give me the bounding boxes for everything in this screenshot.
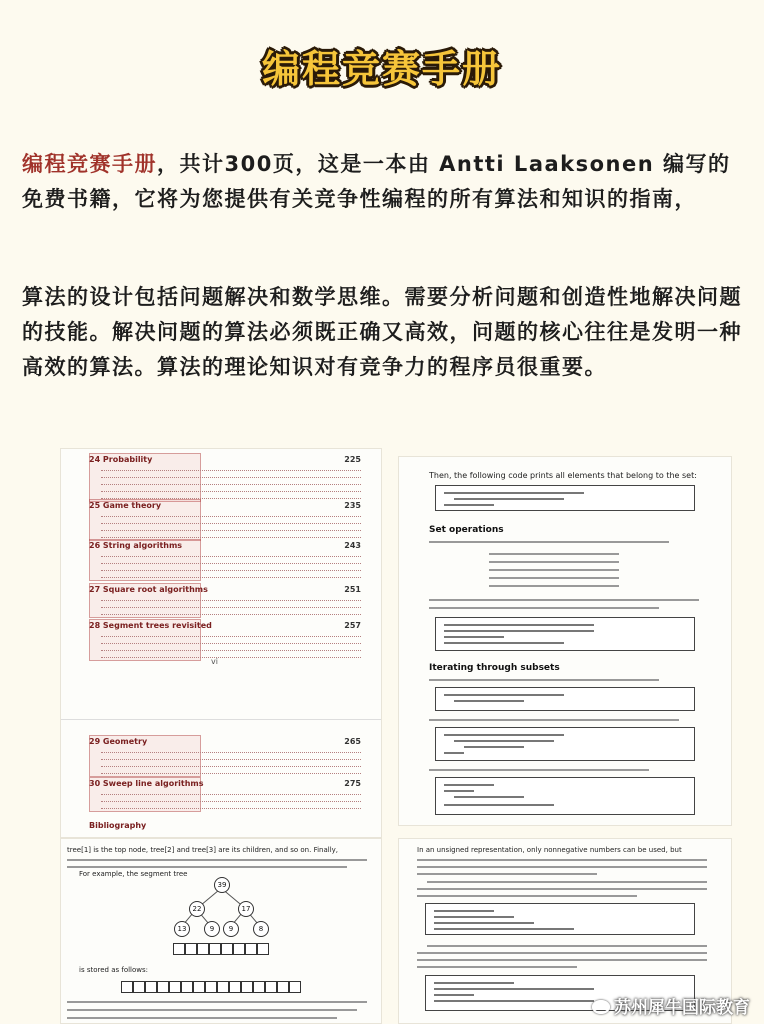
code-block	[435, 687, 695, 711]
code-block	[435, 617, 695, 651]
toc-subsection-line	[101, 803, 361, 809]
array-cell	[185, 943, 197, 955]
algorithm-paragraph: 算法的设计包括问题解决和数学思维。需要分析问题和创造性地解决问题的技能。解决问题的算法必须既正确又高效，问题的核心往往是发明一种高效的算法。算法的理论知识对有竞争力的程序员很重要。	[22, 285, 742, 379]
array-cell	[193, 981, 205, 993]
code-block	[435, 485, 695, 511]
array-cell	[217, 981, 229, 993]
array-cell	[121, 981, 133, 993]
code-block	[425, 903, 695, 935]
toc-subsection-line	[101, 631, 361, 637]
array-cell	[253, 981, 265, 993]
toc-subsection-line	[101, 652, 361, 658]
tree-node: 9	[204, 921, 220, 937]
page-title: 编程竞赛手册	[261, 47, 502, 91]
array-cell	[173, 943, 185, 955]
toc-subsection-line	[101, 595, 361, 601]
toc-subsection-line	[101, 754, 361, 760]
toc-subsection-line	[101, 638, 361, 644]
code-block	[435, 727, 695, 761]
toc-section-page: 257	[344, 621, 361, 630]
toc-section-page: 265	[344, 737, 361, 746]
book-page-segment-tree	[60, 838, 382, 1024]
heading-iterating-subsets: Iterating through subsets	[429, 663, 560, 673]
toc-section-title: 25 Game theory	[89, 501, 162, 510]
tree-node: 9	[223, 921, 239, 937]
toc-section-title: 24 Probability	[89, 455, 153, 464]
toc-section-title: 27 Square root algorithms	[89, 585, 208, 594]
array-cell	[257, 943, 269, 955]
tree-example-text: For example, the segment tree	[79, 870, 188, 878]
toc-subsection-line	[101, 747, 361, 753]
array-cell	[289, 981, 301, 993]
array-cell	[145, 981, 157, 993]
sets-intro-text: Then, the following code prints all elements that belong to the set:	[429, 471, 697, 480]
toc-subsection-line	[101, 486, 361, 492]
toc-section-title: 30 Sweep line algorithms	[89, 779, 204, 788]
array-cell	[221, 943, 233, 955]
watermark	[592, 993, 750, 1018]
toc-subsection-line	[101, 602, 361, 608]
toc-subsection-line	[101, 645, 361, 651]
array-cell	[241, 981, 253, 993]
toc-section-page: 251	[344, 585, 361, 594]
tree-node: 22	[189, 901, 205, 917]
tree-node: 17	[238, 901, 254, 917]
toc-subsection-line	[101, 572, 361, 578]
toc-subsection-line	[101, 479, 361, 485]
toc-section-page: 235	[344, 501, 361, 510]
code-block	[435, 777, 695, 815]
toc-section-title: 28 Segment trees revisited	[89, 621, 212, 630]
toc-subsection-line	[101, 761, 361, 767]
array-cell	[229, 981, 241, 993]
intro-text: ，共计300页，这是一本由 Antti Laaksonen 编写的免费书籍，它将为您提供有关竞争性编程的所有算法和知识的指南，	[22, 152, 731, 211]
book-page-sets	[398, 456, 732, 826]
toc-subsection-line	[101, 472, 361, 478]
heading-set-operations: Set operations	[429, 525, 504, 535]
page-number-roman: vi	[211, 657, 218, 666]
toc-subsection-line	[101, 789, 361, 795]
toc-subsection-line	[101, 565, 361, 571]
array-cell	[209, 943, 221, 955]
toc-subsection-line	[101, 558, 361, 564]
tree-text-line: tree[1] is the top node, tree[2] and tree[3] are its children, and so on. Finally,	[67, 846, 339, 854]
toc-subsection-line	[101, 532, 361, 538]
array-cell	[197, 943, 209, 955]
toc-section-page: 275	[344, 779, 361, 788]
array-cell	[245, 943, 257, 955]
array-cell	[181, 981, 193, 993]
toc-subsection-line	[101, 768, 361, 774]
chat-bubble-icon	[592, 1000, 610, 1014]
intro-paragraph	[22, 147, 746, 217]
toc-bibliography: Bibliography	[89, 821, 147, 830]
toc-subsection-line	[101, 511, 361, 517]
watermark-text: 苏州犀牛国际教育	[614, 998, 750, 1018]
toc-section-title: 26 String algorithms	[89, 541, 183, 550]
tree-node: 13	[174, 921, 190, 937]
array-cell	[265, 981, 277, 993]
toc-subsection-line	[101, 551, 361, 557]
toc-section-page: 243	[344, 541, 361, 550]
array-cell	[169, 981, 181, 993]
bits-text-line: In an unsigned representation, only nonnegative numbers can be used, but	[417, 846, 682, 854]
book-page-toc	[60, 448, 382, 838]
toc-subsection-line	[101, 518, 361, 524]
array-cell	[205, 981, 217, 993]
array-cell	[233, 943, 245, 955]
toc-subsection-line	[101, 465, 361, 471]
tree-node-root: 39	[214, 877, 230, 893]
array-cell	[133, 981, 145, 993]
toc-section-title: 29 Geometry	[89, 737, 148, 746]
toc-subsection-line	[101, 525, 361, 531]
tree-stored-text: is stored as follows:	[79, 966, 149, 974]
tree-node: 8	[253, 921, 269, 937]
toc-subsection-line	[101, 609, 361, 615]
toc-section-page: 225	[344, 455, 361, 464]
page-divider	[61, 719, 381, 720]
array-cell	[277, 981, 289, 993]
array-cell	[157, 981, 169, 993]
book-title-highlight: 编程竞赛手册	[22, 152, 157, 176]
toc-subsection-line	[101, 796, 361, 802]
